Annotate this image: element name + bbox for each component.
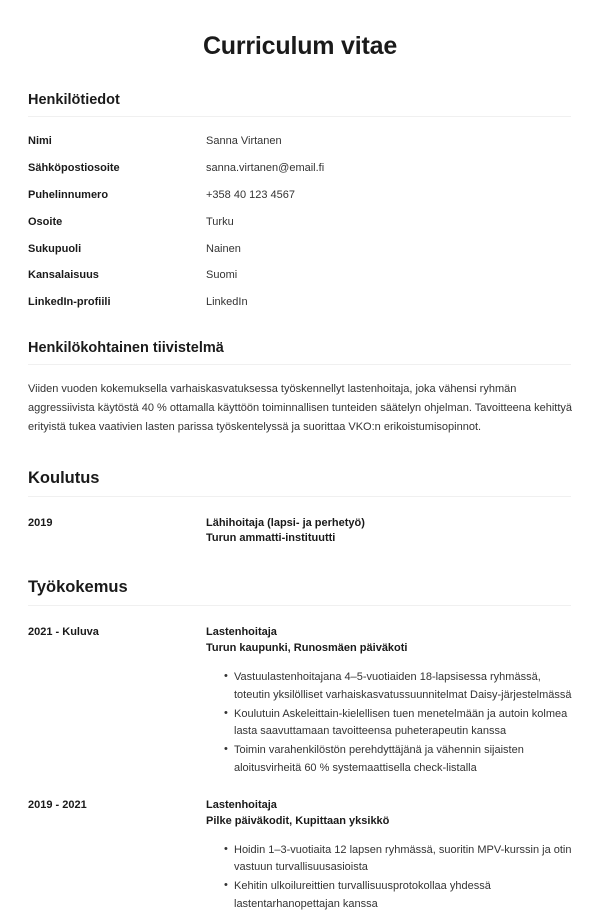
entry-title: Lastenhoitaja (206, 626, 277, 638)
entry-body (206, 625, 572, 779)
list-item (28, 215, 572, 230)
detail-value: +358 40 123 4567 (206, 188, 296, 201)
work-experience-entry-list (28, 625, 572, 915)
entry-bullet: • Kehitin ulkoilureittien turvallisuusprotokollaa yhdessä lastentarhanopettajan kanssa (224, 878, 572, 914)
list-item (28, 268, 572, 283)
section-work-experience (28, 577, 572, 915)
entry-title: Lähihoitaja (lapsi- ja perhetyö) (206, 516, 365, 529)
page-title: Curriculum vitae (202, 32, 398, 60)
list-item (28, 242, 572, 257)
entry-bullet-list (206, 842, 572, 914)
list-item (28, 798, 572, 915)
personal-summary-text: Viiden vuoden kokemuksella varhaiskasvatuksessa työskennellyt lastenhoitaja, joka vähensi ryhmän aggressiivista käytöstä 40 % ottamalla käyttöön toiminnallisen tunteiden säätelyn ohjelman. Tavoitteena kehittyä erityistä tukea vaativien lasten parissa työskentelyssä ja suorittaa VKO:n erikoistumisopinnot. (28, 383, 573, 433)
detail-label: Kansalaisuus (28, 269, 99, 282)
list-item (28, 516, 572, 548)
entry-organization: Pilke päiväkodit, Kupittaan yksikkö (206, 814, 390, 827)
education-entry-list (28, 516, 572, 548)
personal-details-list (28, 134, 572, 310)
section-personal-details (28, 91, 572, 310)
section-heading-personal-summary: Henkilökohtainen tiivistelmä (28, 340, 224, 357)
entry-period: 2019 (28, 516, 53, 529)
list-item (28, 625, 572, 779)
list-item (28, 295, 572, 310)
detail-label: Osoite (28, 215, 63, 228)
entry-body (206, 516, 572, 548)
entry-bullet: • Vastuulastenhoitajana 4–5-vuotiaiden 18-lapsisessa ryhmässä, toteutin yksilölliset varhaiskasvatussuunnitelmat Daisy-järjestelmässä (224, 669, 572, 705)
detail-label: LinkedIn-profiili (28, 296, 111, 309)
entry-bullet-list (206, 669, 572, 778)
entry-title: Lastenhoitaja (206, 798, 277, 811)
detail-label: Sukupuoli (28, 242, 82, 255)
section-heading-education: Koulutus (28, 468, 100, 487)
entry-bullet: • Toimin varahenkilöstön perehdyttäjänä ja vähennin sijaisten aloitusvirheitä 60 % systemaattisella check-listalla (224, 742, 572, 778)
list-item (28, 188, 572, 203)
detail-value: sanna.virtanen@email.fi (206, 161, 325, 174)
section-divider (28, 496, 571, 497)
entry-organization: Turun ammatti-instituutti (206, 532, 336, 545)
section-divider (28, 116, 571, 117)
detail-value: Nainen (206, 242, 241, 255)
entry-organization: Turun kaupunki, Runosmäen päiväkoti (206, 641, 408, 654)
entry-period: 2019 - 2021 (28, 798, 87, 811)
detail-value: Sanna Virtanen (206, 135, 282, 148)
list-item (28, 134, 572, 149)
entry-bullet: • Hoidin 1–3-vuotiaita 12 lapsen ryhmässä, suoritin MPV-kurssin ja otin vastuun turvallisuusasioista (224, 842, 572, 878)
linkedin-profile-link[interactable]: LinkedIn (206, 296, 248, 309)
detail-label: Sähköpostiosoite (28, 161, 120, 174)
detail-label: Puhelinnumero (28, 188, 109, 201)
detail-label: Nimi (28, 135, 52, 148)
entry-body (206, 798, 572, 915)
section-heading-work-experience: Työkokemus (28, 578, 128, 597)
section-education (28, 468, 572, 548)
entry-bullet: • Koulutuin Askeleittain-kielellisen tuen menetelmään ja autoin kolmea lasta saavuttamaan tavoitteensa puheterapeutin kanssa (224, 706, 572, 742)
detail-value: Suomi (206, 269, 238, 282)
section-personal-summary (28, 339, 572, 437)
section-divider (28, 364, 571, 365)
detail-value: Turku (206, 215, 234, 228)
entry-period: 2021 - Kuluva (28, 626, 99, 638)
section-divider (28, 605, 571, 606)
list-item (28, 161, 572, 176)
section-heading-personal-details: Henkilötiedot (28, 92, 120, 108)
